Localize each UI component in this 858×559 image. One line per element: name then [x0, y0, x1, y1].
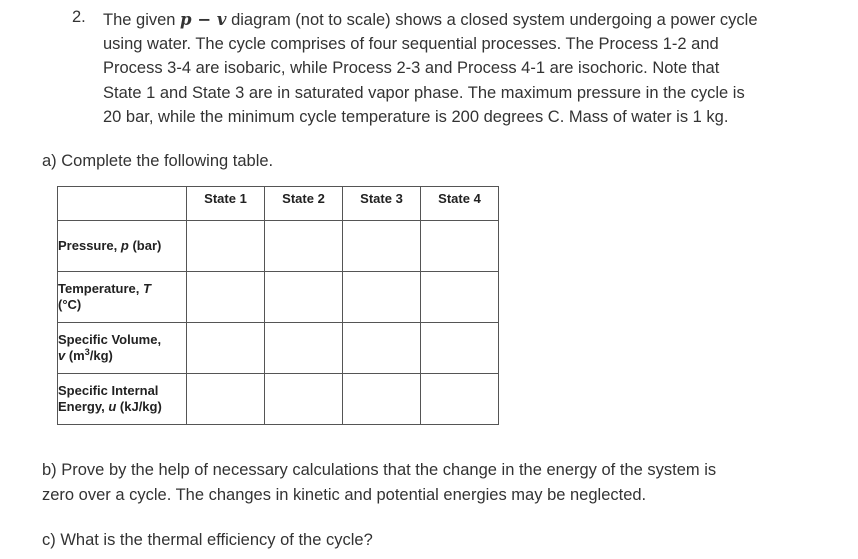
question-number: 2.: [72, 8, 86, 26]
table-row-pressure: [58, 221, 499, 272]
label-text: Specific Volume,: [58, 332, 162, 347]
cell-volume-state-1[interactable]: [187, 323, 265, 374]
part-a-prompt: a) Complete the following table.: [42, 152, 274, 170]
table-row-internal-energy: [58, 374, 499, 425]
label-symbol: v: [58, 348, 66, 363]
cell-pressure-state-4[interactable]: [421, 221, 499, 272]
label-unit: (m: [65, 348, 85, 363]
state-properties-table: [57, 186, 499, 425]
question-line: 20 bar, while the minimum cycle temperature is 200 degrees C. Mass of water is 1 kg.: [103, 107, 729, 126]
table-corner-cell: [58, 187, 187, 221]
label-unit: (°C): [58, 297, 82, 312]
cell-energy-state-3[interactable]: [343, 374, 421, 425]
column-header-state-3: State 3: [343, 187, 421, 221]
label-unit: (kJ/kg): [116, 399, 162, 414]
cell-temperature-state-3[interactable]: [343, 272, 421, 323]
cell-volume-state-4[interactable]: [421, 323, 499, 374]
row-label-internal-energy: [58, 374, 187, 425]
cell-pressure-state-3[interactable]: [343, 221, 421, 272]
cell-temperature-state-2[interactable]: [265, 272, 343, 323]
table-header-row: [58, 187, 499, 221]
row-label-temperature: [58, 272, 187, 323]
cell-pressure-state-2[interactable]: [265, 221, 343, 272]
question-line: [103, 8, 833, 32]
part-c-prompt: c) What is the thermal efficiency of the cycle?: [42, 531, 373, 549]
question-text: [103, 8, 833, 129]
column-header-state-4: State 4: [421, 187, 499, 221]
cell-energy-state-4[interactable]: [421, 374, 499, 425]
column-header-state-2: State 2: [265, 187, 343, 221]
label-unit-exponent: 3: [84, 347, 90, 357]
part-b-prompt: [42, 458, 832, 507]
label-text: Energy,: [58, 399, 109, 414]
cell-temperature-state-4[interactable]: [421, 272, 499, 323]
label-text: Temperature,: [58, 281, 144, 296]
table-row-specific-volume: [58, 323, 499, 374]
label-text: Specific Internal: [58, 383, 159, 398]
label-text: Pressure,: [58, 238, 121, 253]
label-symbol: u: [108, 399, 117, 414]
row-label-specific-volume: [58, 323, 187, 374]
cell-pressure-state-1[interactable]: [187, 221, 265, 272]
label-symbol: p: [120, 238, 129, 253]
part-b-line: b) Prove by the help of necessary calculations that the change in the energy of the system is: [42, 461, 717, 479]
cell-energy-state-1[interactable]: [187, 374, 265, 425]
question-line: Process 3-4 are isobaric, while Process 2-3 and Process 4-1 are isochoric. Note that: [103, 59, 720, 78]
table-row-temperature: [58, 272, 499, 323]
label-unit: (bar): [128, 238, 162, 253]
row-label-pressure: [58, 221, 187, 272]
question-line: State 1 and State 3 are in saturated vapor phase. The maximum pressure in the cycle is: [103, 83, 745, 102]
question-line: using water. The cycle comprises of four sequential processes. The Process 1-2 and: [103, 35, 719, 54]
cell-volume-state-2[interactable]: [265, 323, 343, 374]
pv-math-symbol: p − v: [180, 10, 227, 29]
question-line-text: diagram (not to scale) shows a closed system undergoing a power cycle: [226, 11, 758, 29]
column-header-state-1: State 1: [187, 187, 265, 221]
cell-volume-state-3[interactable]: [343, 323, 421, 374]
label-symbol: T: [143, 281, 151, 296]
part-b-line: zero over a cycle. The changes in kinetic and potential energies may be neglected.: [42, 485, 647, 504]
question-line-text: The given: [103, 11, 181, 29]
cell-temperature-state-1[interactable]: [187, 272, 265, 323]
cell-energy-state-2[interactable]: [265, 374, 343, 425]
label-unit: /kg): [89, 348, 113, 363]
